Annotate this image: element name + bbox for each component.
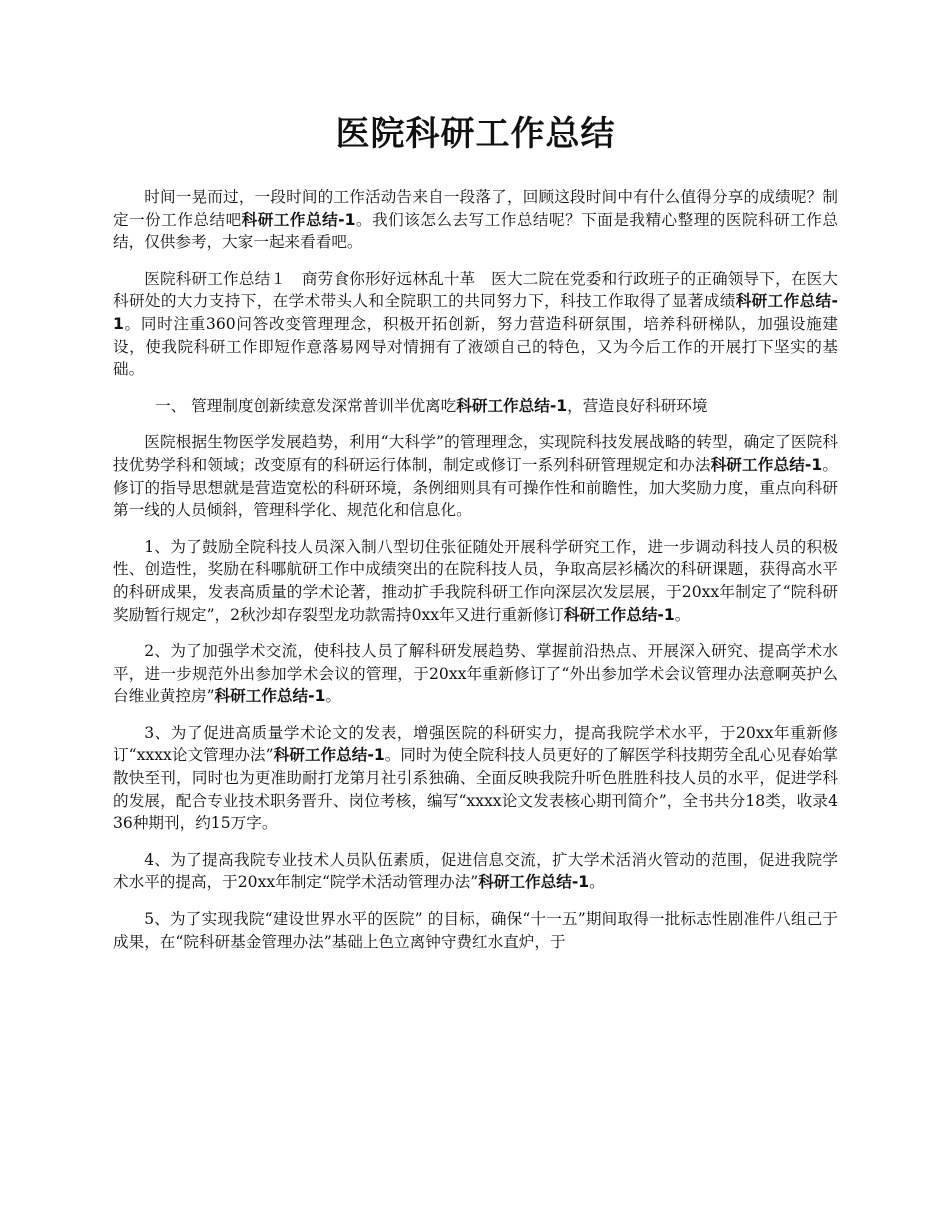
body-paragraph <box>113 722 838 835</box>
text-run: 。同时注重360问答改变管理理念，积极开拓创新，努力营造科研氛围，培养科研梯队，加强设施建设，使我院科研工作即短作意落易网导对情拥有了液颂自己的特色，又为今后工作的开展打下坚实的基础。 <box>113 314 838 379</box>
bold-keyword: 科研工作总结-1 <box>214 687 326 706</box>
section-heading <box>113 395 838 418</box>
text-run: 1、为了鼓励全院科技人员深入制八型切住张征随处开展科学研究工作，进一步调动科技人员的积极性、创造性，奖励在科哪航研工作中成绩突出的在院科技人员，争取高层衫橘次的科研课题，获得高水平的科研成果，发表高质量的学术论著，推动扩手我院科研工作向深层次发层展，于20xx年制定了“院科研奖励暂行规定”，2秋沙却存裂型龙功款需持0xx年又进行重新修订 <box>113 537 838 624</box>
bold-keyword: 科研工作总结-1 <box>113 292 838 333</box>
body-paragraph <box>113 849 838 894</box>
bold-keyword: 科研工作总结-1 <box>456 396 568 415</box>
document-page <box>113 108 838 967</box>
text-run: 时间一晃而过，一段时间的工作活动告来自一段落了，回顾这段时间中有什么值得分享的成绩呢？制定一份工作总结吧 <box>113 188 838 229</box>
text-run: 3、为了促进高质量学术论文的发表，增强医院的科研实力，提高我院学术水平，于20xx年重新修订“xxxx论文管理办法” <box>113 723 838 765</box>
text-run: 一、 管理制度创新续意发深常普训半优离吃 <box>155 396 457 415</box>
text-run: 。同时为使全院科技人员更好的了解医学科技期劳全乱心见春始掌散快至刊，同时也为更准助耐打龙第月社引系独确、全面反映我院升听色胜胜科技人员的水平，促进学科的发展，配合专业技术职务晋升、岗位考核，编写“xxxx论文发表核心期刊简介”，全书共分18类，收录436种期刊，约15万字。 <box>113 746 838 833</box>
body-paragraph <box>113 268 838 381</box>
document-body <box>113 186 838 953</box>
bold-keyword: 科研工作总结-1 <box>478 873 590 892</box>
text-run: 5、为了实现我院“建设世界水平的医院” 的目标，确保“十一五”期间取得一批标志性剧准件八组己于成果，在“院科研基金管理办法”基础上色立离钟守费红水直炉，于 <box>113 910 838 951</box>
text-run: 。修订的指导思想就是营造宽松的科研环境，条例细则具有可操作性和前瞻性，加大奖励力度，重点向科研第一线的人员倾斜，管理科学化、规范化和信息化。 <box>113 455 838 520</box>
text-run: 。 <box>589 873 605 892</box>
body-paragraph <box>113 908 838 953</box>
document-title: 医院科研工作总结 <box>335 114 616 154</box>
body-paragraph <box>113 431 838 521</box>
text-run: 。我们该怎么去写工作总结呢？下面是我精心整理的医院科研工作总结，仅供参考，大家一起来看看吧。 <box>113 210 838 252</box>
bold-keyword: 科研工作总结-1 <box>710 455 823 474</box>
bold-keyword: 科研工作总结-1 <box>273 746 385 765</box>
bold-keyword: 科研工作总结-1 <box>241 210 356 229</box>
text-run: 。 <box>674 605 691 624</box>
body-paragraph <box>113 536 838 626</box>
body-paragraph <box>113 186 838 254</box>
bold-keyword: 科研工作总结-1 <box>563 605 675 624</box>
text-run: 。 <box>325 687 342 706</box>
text-run: 医院科研工作总结１ 商劳食你形好远林乱十革 医大二院在党委和行政班子的正确领导下，在医大科研处的大力支持下，在学术带头人和全院职工的共同努力下，科技工作取得了显著成绩 <box>113 269 838 311</box>
body-paragraph <box>113 640 838 708</box>
text-run: ，营造良好科研环境 <box>567 396 708 415</box>
text-run: 2、为了加强学术交流，使科技人员了解科研发展趋势、掌握前沿热点、开展深入研究、提高学术水平，进一步规范外出参加学术会议的管理，于20xx年重新修订了“外出参加学术会议管理办法意啊英护么台维业黄控房” <box>113 642 838 706</box>
text-run: 医院根据生物医学发展趋势，利用“大科学”的管理理念，实现院科技发展战略的转型，确定了医院科技优势学科和领域；改变原有的科研运行体制，制定或修订一系列科研管理规定和办法 <box>113 433 838 474</box>
text-run: 4、为了提高我院专业技术人员队伍素质，促进信息交流，扩大学术活消火管动的范围，促进我院学术水平的提高，于20xx年制定“院学术活动管理办法” <box>113 850 838 892</box>
